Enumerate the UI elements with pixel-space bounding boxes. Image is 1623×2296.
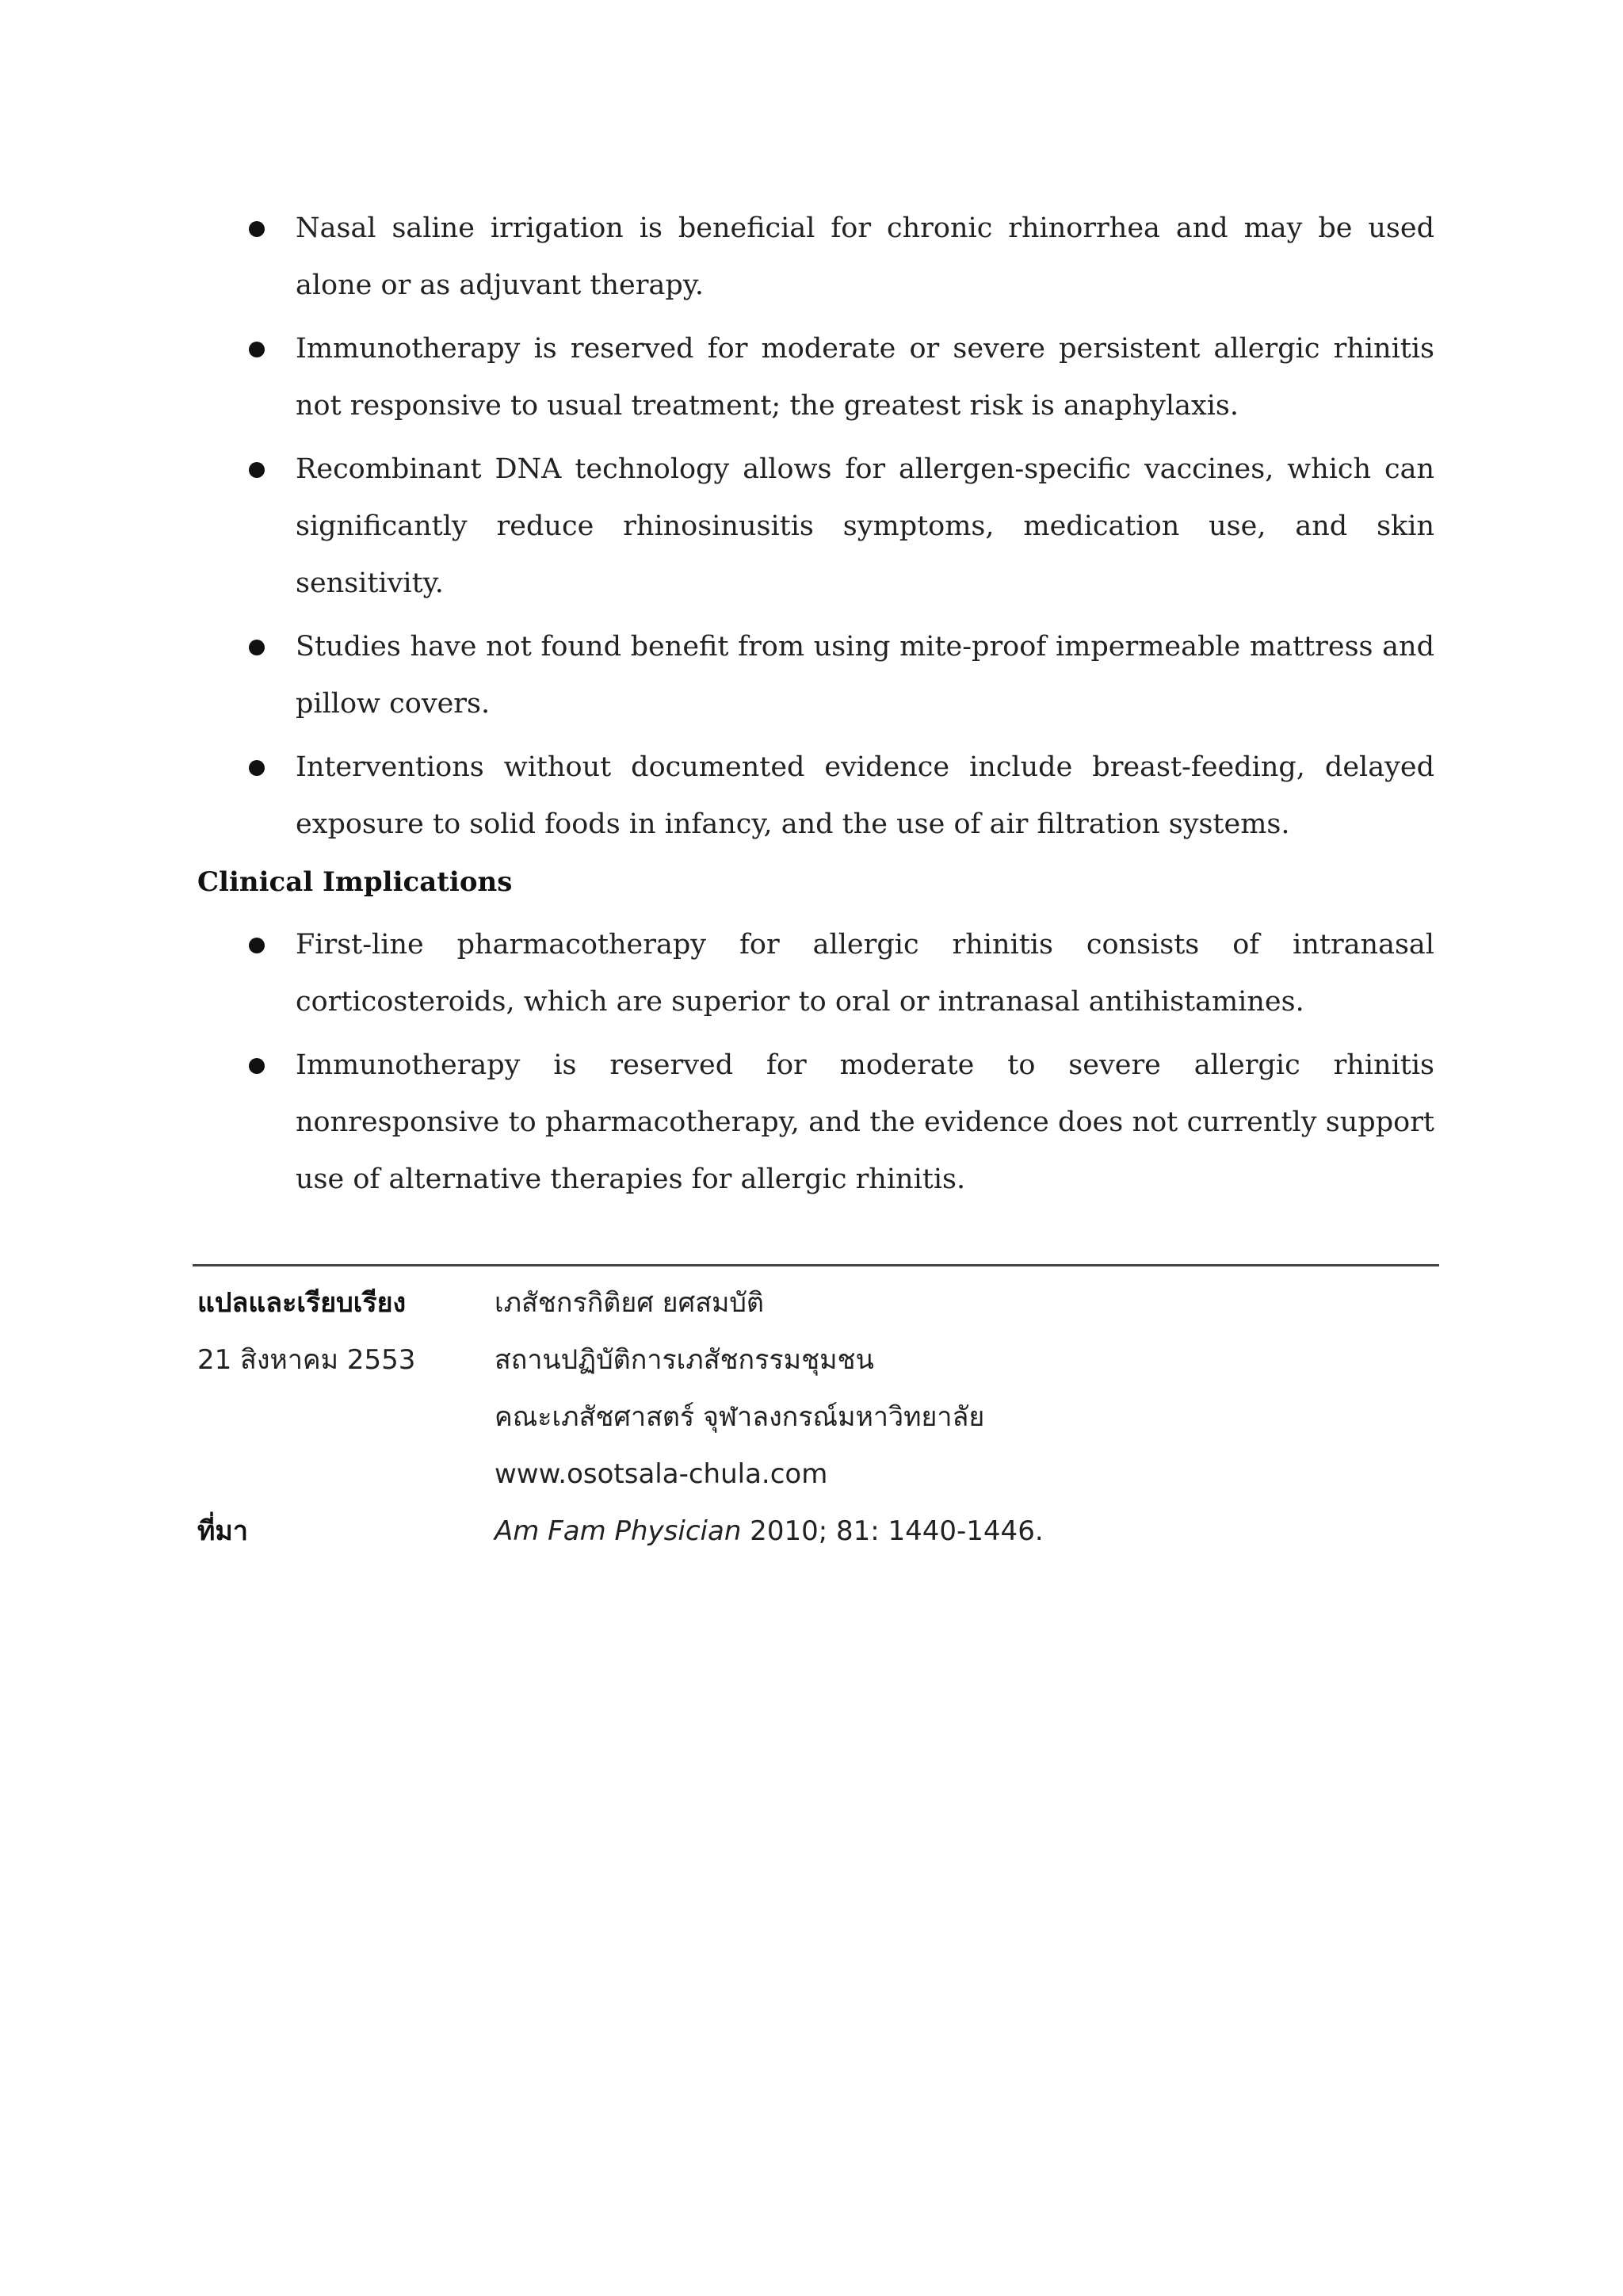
bullet-dot-icon [249,760,265,776]
credit-row-website [197,1446,1439,1503]
bullet-dot-icon [249,462,265,478]
bullet-text: First-line pharmacotherapy for allergic rhinitis consists of intranasal corticosteroids, which are superior to oral or intranasal antihistamines. [296,929,1434,1018]
clinical-implications-heading: Clinical Implications [197,866,513,898]
bullet-item [296,739,1434,853]
evidence-bullet-list [0,200,1623,859]
bullet-item [296,1037,1434,1208]
source-reference [495,1503,1439,1560]
credit-label-empty [197,1389,495,1446]
bullet-item [296,618,1434,732]
bullet-text: Immunotherapy is reserved for moderate or severe persistent allergic rhinitis not responsive to usual treatment; the greatest risk is anaphylaxis. [296,333,1434,422]
bullet-item [296,916,1434,1030]
credit-row-date [197,1331,1439,1389]
bullet-item [296,200,1434,314]
bullet-text: Nasal saline irrigation is beneficial for chronic rhinorrhea and may be used alone or as adjuvant therapy. [296,212,1434,301]
translator-label: แปลและเรียบเรียง [197,1287,407,1319]
source-label: ที่มา [197,1515,248,1547]
translation-date: 21 สิงหาคม 2553 [197,1344,416,1376]
credits-block [197,1274,1439,1560]
affiliation-line-2: คณะเภสัชศาสตร์ จุฬาลงกรณ์มหาวิทยาลัย [495,1401,985,1433]
credit-row-translator [197,1274,1439,1331]
bullet-dot-icon [249,342,265,357]
bullet-text: Interventions without documented evidence include breast-feeding, delayed exposure to solid foods in infancy, and the use of air filtration systems. [296,751,1434,840]
bullet-dot-icon [249,938,265,953]
section-divider [193,1264,1439,1266]
bullet-dot-icon [249,640,265,655]
bullet-item [296,441,1434,612]
clinical-bullet-list [0,916,1623,1214]
credit-row-faculty [197,1389,1439,1446]
credit-label-empty [197,1446,495,1503]
source-citation: 2010; 81: 1440-1446. [741,1515,1044,1547]
website-text: www.osotsala-chula.com [495,1458,828,1490]
bullet-dot-icon [249,1058,265,1074]
bullet-text: Recombinant DNA technology allows for allergen-specific vaccines, which can significantly reduce rhinosinusitis symptoms, medication use, and skin sensitivity. [296,453,1434,599]
credit-row-source [197,1503,1439,1560]
affiliation-line-1: สถานปฏิบัติการเภสัชกรรมชุมชน [495,1344,874,1376]
source-journal: Am Fam Physician [495,1515,742,1547]
bullet-item [296,320,1434,434]
bullet-text: Studies have not found benefit from using mite-proof impermeable mattress and pillow covers. [296,631,1434,720]
bullet-text: Immunotherapy is reserved for moderate to severe allergic rhinitis nonresponsive to pharmacotherapy, and the evidence does not currently support use of alternative therapies for allergic rhinitis. [296,1049,1434,1195]
bullet-dot-icon [249,221,265,237]
translator-name: เภสัชกรกิติยศ ยศสมบัติ [495,1287,765,1319]
